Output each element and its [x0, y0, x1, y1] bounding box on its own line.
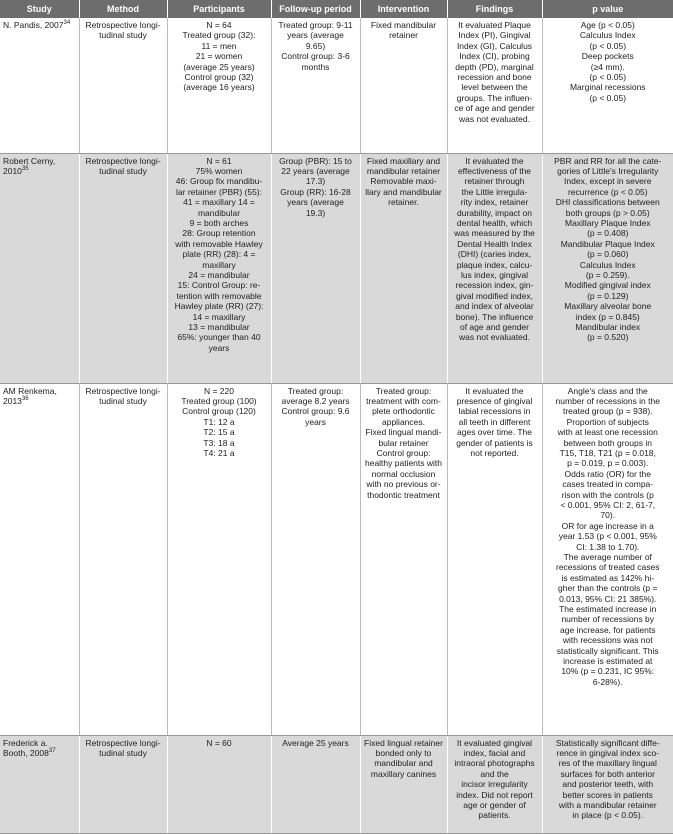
- header-findings: Findings: [447, 0, 542, 18]
- cell-intervention: Fixed maxillary and mandibular retainer Removable maxi- llary and mandibular retainer.: [360, 153, 447, 383]
- cell-participants: N = 60: [167, 735, 271, 833]
- cell-study: [0, 153, 79, 383]
- cell-followup: Treated group: 9-11 years (average 9.65) Control group: 3-6 months: [271, 18, 360, 153]
- cell-method: Retrospective longi- tudinal study: [79, 18, 167, 153]
- study-ref: 34: [63, 20, 71, 27]
- cell-study: [0, 383, 79, 735]
- cell-intervention: Treated group: treatment with com- plete orthodontic appliances. Fixed lingual mandi- bular retainer Control group: healthy patients with normal occlusion with no previous or- thodontic treatment: [360, 383, 447, 735]
- table-row: [0, 735, 673, 833]
- cell-findings: It evaluated gingival index, facial and intraoral photographs and the incisor irregularity index. Did not report age or gender of patients.: [447, 735, 542, 833]
- table-row: [0, 153, 673, 383]
- cell-pvalue: Statistically significant diffe- rence in gingival index sco- res of the maxillary lingual surfaces for both anterior and posterior teeth, with better scores in patients with a mandibular retainer in place (p < 0.05).: [542, 735, 673, 833]
- cell-participants: N = 220 Treated group (100) Control group (120) T1: 12 a T2: 15 a T3: 18 a T4: 21 a: [167, 383, 271, 735]
- study-name: AM Renkema, 2013: [3, 385, 57, 406]
- cell-intervention: Fixed mandibular retainer: [360, 18, 447, 153]
- cell-followup: Average 25 years: [271, 735, 360, 833]
- cell-followup: Treated group: average 8.2 years Control group: 9.6 years: [271, 383, 360, 735]
- cell-findings: It evaluated Plaque Index (PI), Gingival Index (GI), Calculus Index (CI), probing depth (PD), marginal recession and bone level between the groups. The influen- ce of age and gender was not evaluated.: [447, 18, 542, 153]
- header-study: Study: [0, 0, 79, 18]
- cell-study: [0, 18, 79, 153]
- header-followup: Follow-up period: [271, 0, 360, 18]
- header-intervention: Intervention: [360, 0, 447, 18]
- study-name: Frederick a. Booth, 2008: [3, 737, 49, 758]
- header-row: [0, 0, 673, 18]
- cell-study: [0, 735, 79, 833]
- table-row: [0, 383, 673, 735]
- header-pvalue: p value: [542, 0, 673, 18]
- cell-findings: It evaluated the effectiveness of the retainer through the Little irregula- rity index, retainer durability, impact on dental health, which was measured by the Dental Health Index (DHI) (caries index, plaque index, calcu- lus index, gingival recession index, gin- gival modified index, and index of alveolar bone). The influence of age and gender was not evaluated.: [447, 153, 542, 383]
- cell-method: Retrospective longi- tudinal study: [79, 735, 167, 833]
- cell-pvalue: Angle's class and the number of recessions in the treated group (p = 938). Proportion of subjects with at least one recession between both groups in T15, T18, T21 (p = 0.018, p = 0.019, p = 0.003). Odds ratio (OR) for the cases treated in compa- rison with the controls (p < 0.001, 95% CI: 2, 61-7, 70). OR for age increase in a year 1.53 (p < 0.001, 95% CI: 1.38 to 1.70). The average number of recessions of treated cases is estimated as 142% hi- gher than the controls (p = 0.013, 95% CI: 21 385%). The estimated increase in number of recessions by age increase, for patients with recessions was not statistically significant. This increase is estimated at 10% (p = 0.231, IC 95%: 6-28%).: [542, 383, 673, 735]
- table-row: [0, 18, 673, 153]
- header-participants: Participants: [167, 0, 271, 18]
- cell-pvalue: Age (p < 0.05) Calculus Index (p < 0.05) Deep pockets (≥4 mm). (p < 0.05) Marginal recessions (p < 0.05): [542, 18, 673, 153]
- cell-participants: N = 61 75% women 46: Group fix mandibu- lar retainer (PBR) (55): 41 = maxillary 14 = mandibular 9 = both arches 28: Group retention with removable Hawley plate (RR) (28): 4 = maxillary 24 = mandibular 15: Control Group: re- tention with removable Hawley plate (RR) (27): 14 = maxillary 13 = mandibular 65%: younger than 40 years: [167, 153, 271, 383]
- cell-method: Retrospective longi- tudinal study: [79, 383, 167, 735]
- study-ref: 36: [21, 396, 29, 403]
- cell-method: Retrospective longi- tudinal study: [79, 153, 167, 383]
- study-name: N. Pandis, 2007: [3, 20, 64, 30]
- study-ref: 37: [48, 748, 56, 755]
- cell-followup: Group (PBR): 15 to 22 years (average 17.3) Group (RR): 16-28 years (average 19.3): [271, 153, 360, 383]
- cell-pvalue: PBR and RR for all the cate- gories of Little's Irregularity Index, except in severe recurrence (p < 0.05) DHI classifications between both groups (p > 0.05) Maxillary Plaque Index (p = 0.408) Mandibular Plaque Index (p = 0.060) Calculus Index (p = 0.259). Modified gingival index (p = 0.129) Maxillary alveolar bone index (p = 0.845) Mandibular index (p = 0.520): [542, 153, 673, 383]
- study-name: Robert Cerny, 2010: [3, 155, 56, 176]
- cell-participants: N = 64 Treated group (32): 11 = men 21 = women (average 25 years) Control group (32) (average 16 years): [167, 18, 271, 153]
- header-method: Method: [79, 0, 167, 18]
- cell-findings: It evaluated the presence of gingival labial recessions in all teeth in different ages over time. The gender of patients is not reported.: [447, 383, 542, 735]
- cell-intervention: Fixed lingual retainer bonded only to mandibular and maxillary canines: [360, 735, 447, 833]
- study-ref: 35: [21, 166, 29, 173]
